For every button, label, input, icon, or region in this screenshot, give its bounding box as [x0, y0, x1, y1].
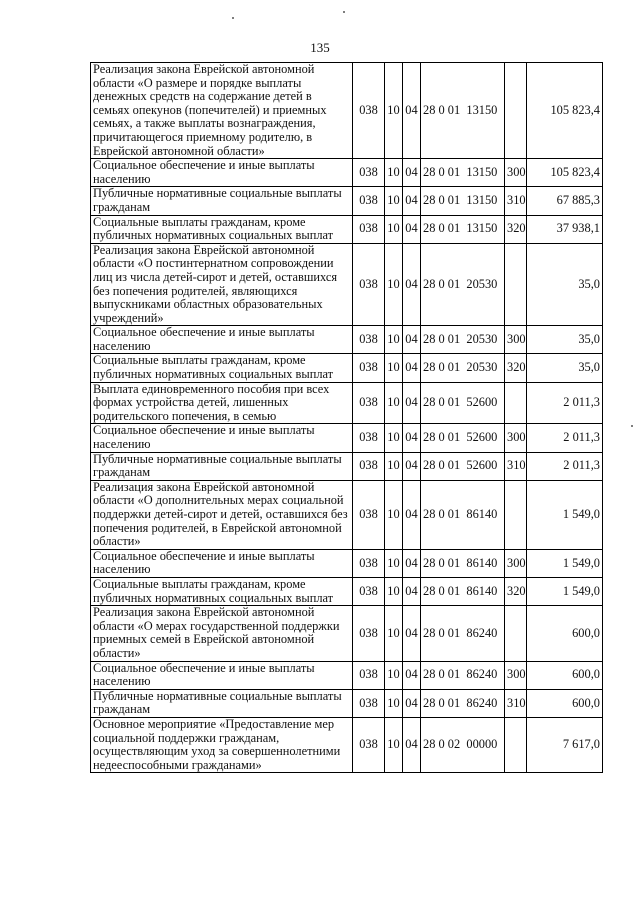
row-name: Социальное обеспечение и иные выплаты населению [91, 661, 353, 689]
subsection-code: 04 [403, 577, 421, 605]
table-row [91, 215, 603, 243]
table-row [91, 382, 603, 424]
target-article-code: 28 0 01 86140 [421, 549, 505, 577]
row-name: Публичные нормативные социальные выплаты гражданам [91, 187, 353, 215]
section-code: 10 [385, 159, 403, 187]
amount: 35,0 [527, 354, 603, 382]
expense-type-code: 320 [505, 215, 527, 243]
row-name: Социальное обеспечение и иные выплаты населению [91, 424, 353, 452]
row-name: Реализация закона Еврейской автономной области «О дополнительных мерах социальной поддержки детей-сирот и детей, оставшихся без попечения родителей, в Еврейской автономной области» [91, 480, 353, 549]
subsection-code: 04 [403, 215, 421, 243]
amount: 2 011,3 [527, 382, 603, 424]
section-code: 10 [385, 480, 403, 549]
expense-type-code: 320 [505, 354, 527, 382]
amount: 37 938,1 [527, 215, 603, 243]
expense-type-code [505, 243, 527, 326]
section-code: 10 [385, 354, 403, 382]
grbs-code: 038 [353, 577, 385, 605]
target-article-code: 28 0 01 52600 [421, 424, 505, 452]
amount: 67 885,3 [527, 187, 603, 215]
target-article-code: 28 0 01 20530 [421, 243, 505, 326]
budget-table [90, 62, 603, 773]
subsection-code: 04 [403, 480, 421, 549]
subsection-code: 04 [403, 382, 421, 424]
target-article-code: 28 0 01 52600 [421, 382, 505, 424]
expense-type-code: 310 [505, 689, 527, 717]
grbs-code: 038 [353, 424, 385, 452]
amount: 35,0 [527, 326, 603, 354]
section-code: 10 [385, 243, 403, 326]
target-article-code: 28 0 01 13150 [421, 187, 505, 215]
target-article-code: 28 0 01 13150 [421, 63, 505, 159]
grbs-code: 038 [353, 549, 385, 577]
section-code: 10 [385, 717, 403, 772]
target-article-code: 28 0 01 86140 [421, 577, 505, 605]
target-article-code: 28 0 01 86240 [421, 606, 505, 661]
table-row [91, 606, 603, 661]
grbs-code: 038 [353, 382, 385, 424]
table-row [91, 159, 603, 187]
grbs-code: 038 [353, 480, 385, 549]
amount: 600,0 [527, 606, 603, 661]
expense-type-code [505, 480, 527, 549]
subsection-code: 04 [403, 159, 421, 187]
row-name: Социальное обеспечение и иные выплаты населению [91, 326, 353, 354]
table-row [91, 63, 603, 159]
scan-speck [343, 11, 345, 13]
table-row [91, 326, 603, 354]
target-article-code: 28 0 01 86240 [421, 689, 505, 717]
subsection-code: 04 [403, 187, 421, 215]
table-row [91, 661, 603, 689]
section-code: 10 [385, 689, 403, 717]
expense-type-code: 300 [505, 661, 527, 689]
amount: 1 549,0 [527, 577, 603, 605]
scan-speck [232, 17, 234, 19]
target-article-code: 28 0 01 86140 [421, 480, 505, 549]
subsection-code: 04 [403, 354, 421, 382]
page-number: 135 [310, 40, 330, 55]
amount: 105 823,4 [527, 63, 603, 159]
expense-type-code [505, 606, 527, 661]
section-code: 10 [385, 382, 403, 424]
section-code: 10 [385, 187, 403, 215]
target-article-code: 28 0 01 13150 [421, 215, 505, 243]
table-row [91, 717, 603, 772]
amount: 105 823,4 [527, 159, 603, 187]
amount: 600,0 [527, 689, 603, 717]
grbs-code: 038 [353, 689, 385, 717]
scan-speck [631, 425, 633, 427]
row-name: Социальное обеспечение и иные выплаты населению [91, 549, 353, 577]
section-code: 10 [385, 661, 403, 689]
grbs-code: 038 [353, 63, 385, 159]
section-code: 10 [385, 606, 403, 661]
grbs-code: 038 [353, 452, 385, 480]
row-name: Публичные нормативные социальные выплаты гражданам [91, 689, 353, 717]
target-article-code: 28 0 01 20530 [421, 326, 505, 354]
grbs-code: 038 [353, 606, 385, 661]
amount: 2 011,3 [527, 424, 603, 452]
row-name: Социальные выплаты гражданам, кроме публичных нормативных социальных выплат [91, 354, 353, 382]
subsection-code: 04 [403, 717, 421, 772]
subsection-code: 04 [403, 424, 421, 452]
section-code: 10 [385, 63, 403, 159]
subsection-code: 04 [403, 63, 421, 159]
grbs-code: 038 [353, 159, 385, 187]
amount: 7 617,0 [527, 717, 603, 772]
amount: 1 549,0 [527, 549, 603, 577]
grbs-code: 038 [353, 354, 385, 382]
target-article-code: 28 0 01 20530 [421, 354, 505, 382]
section-code: 10 [385, 577, 403, 605]
row-name: Социальные выплаты гражданам, кроме публичных нормативных социальных выплат [91, 577, 353, 605]
amount: 1 549,0 [527, 480, 603, 549]
grbs-code: 038 [353, 661, 385, 689]
row-name: Социальные выплаты гражданам, кроме публичных нормативных социальных выплат [91, 215, 353, 243]
section-code: 10 [385, 326, 403, 354]
section-code: 10 [385, 549, 403, 577]
row-name: Социальное обеспечение и иные выплаты населению [91, 159, 353, 187]
row-name: Основное мероприятие «Предоставление мер социальной поддержки гражданам, осуществляющим уход за совершеннолетними недееспособными гражданами» [91, 717, 353, 772]
subsection-code: 04 [403, 452, 421, 480]
expense-type-code [505, 63, 527, 159]
expense-type-code: 300 [505, 326, 527, 354]
expense-type-code [505, 382, 527, 424]
target-article-code: 28 0 01 86240 [421, 661, 505, 689]
expense-type-code [505, 717, 527, 772]
subsection-code: 04 [403, 661, 421, 689]
budget-table-body [91, 63, 603, 773]
row-name: Публичные нормативные социальные выплаты гражданам [91, 452, 353, 480]
grbs-code: 038 [353, 326, 385, 354]
table-row [91, 354, 603, 382]
table-row [91, 689, 603, 717]
subsection-code: 04 [403, 326, 421, 354]
amount: 600,0 [527, 661, 603, 689]
expense-type-code: 320 [505, 577, 527, 605]
section-code: 10 [385, 215, 403, 243]
row-name: Реализация закона Еврейской автономной области «О постинтернатном сопровождении лиц из числа детей-сирот и детей, оставшихся без попечения родителей, являющихся выпускниками областных образовательных учреждений» [91, 243, 353, 326]
amount: 2 011,3 [527, 452, 603, 480]
grbs-code: 038 [353, 717, 385, 772]
row-name: Реализация закона Еврейской автономной области «О размере и порядке выплаты денежных средств на содержание детей в семьях опекунов (попечителей) и приемных семьях, а также выплаты вознаграждения, причитающегося приемному родителю, в Еврейской автономной области» [91, 63, 353, 159]
row-name: Выплата единовременного пособия при всех формах устройства детей, лишенных родительского попечения, в семью [91, 382, 353, 424]
table-row [91, 187, 603, 215]
grbs-code: 038 [353, 243, 385, 326]
target-article-code: 28 0 01 13150 [421, 159, 505, 187]
subsection-code: 04 [403, 549, 421, 577]
subsection-code: 04 [403, 243, 421, 326]
table-row [91, 424, 603, 452]
expense-type-code: 300 [505, 549, 527, 577]
table-row [91, 243, 603, 326]
section-code: 10 [385, 424, 403, 452]
table-row [91, 549, 603, 577]
amount: 35,0 [527, 243, 603, 326]
grbs-code: 038 [353, 215, 385, 243]
table-row [91, 577, 603, 605]
expense-type-code: 300 [505, 424, 527, 452]
expense-type-code: 300 [505, 159, 527, 187]
row-name: Реализация закона Еврейской автономной области «О мерах государственной поддержки приемных семей в Еврейской автономной области» [91, 606, 353, 661]
section-code: 10 [385, 452, 403, 480]
target-article-code: 28 0 02 00000 [421, 717, 505, 772]
expense-type-code: 310 [505, 452, 527, 480]
grbs-code: 038 [353, 187, 385, 215]
table-row [91, 480, 603, 549]
subsection-code: 04 [403, 606, 421, 661]
target-article-code: 28 0 01 52600 [421, 452, 505, 480]
table-row [91, 452, 603, 480]
expense-type-code: 310 [505, 187, 527, 215]
subsection-code: 04 [403, 689, 421, 717]
